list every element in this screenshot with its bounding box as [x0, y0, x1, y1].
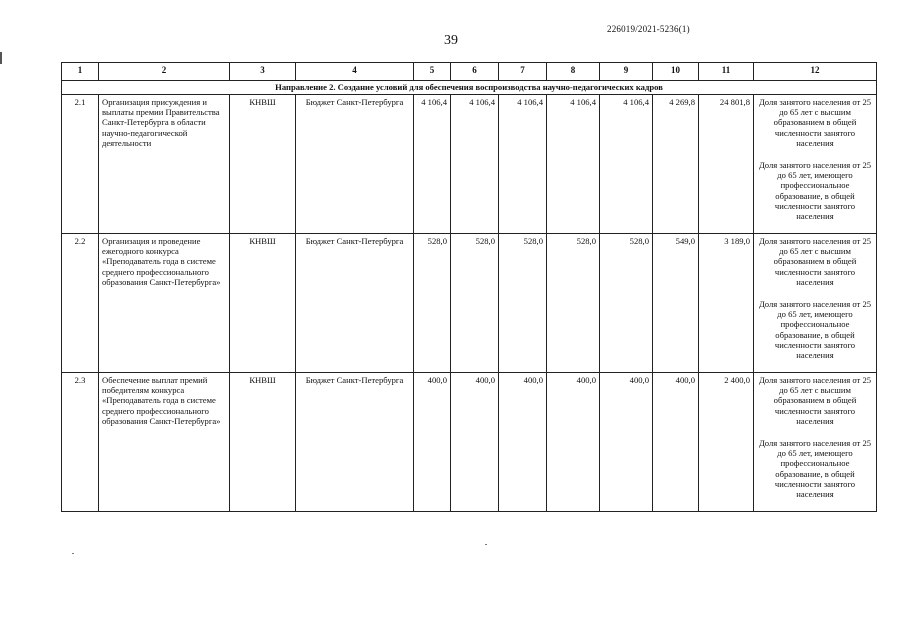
- funding-source: Бюджет Санкт-Петербурга: [296, 373, 414, 512]
- year-value: 4 106,4: [600, 95, 653, 234]
- year-value: 549,0: [653, 234, 699, 373]
- total-value: 2 400,0: [699, 373, 754, 512]
- table-row: [62, 234, 877, 373]
- page-number: 39: [444, 33, 458, 48]
- activity-name: Организация и проведение ежегодного конкурса «Преподаватель года в системе среднего профессионального образования Санкт-Петербурга»: [99, 234, 230, 373]
- total-value: 3 189,0: [699, 234, 754, 373]
- year-value: 528,0: [600, 234, 653, 373]
- year-value: 4 106,4: [451, 95, 499, 234]
- year-value: 400,0: [499, 373, 547, 512]
- indicators-cell: [754, 95, 877, 234]
- year-value: 400,0: [451, 373, 499, 512]
- year-value: 528,0: [451, 234, 499, 373]
- column-header: 3: [230, 63, 296, 81]
- year-value: 4 106,4: [547, 95, 600, 234]
- column-header: 7: [499, 63, 547, 81]
- column-header: 8: [547, 63, 600, 81]
- funding-source: Бюджет Санкт-Петербурга: [296, 95, 414, 234]
- year-value: 528,0: [499, 234, 547, 373]
- program-activities-table: [61, 62, 877, 512]
- document-registration-number: 226019/2021-5236(1): [607, 24, 690, 34]
- column-header: 6: [451, 63, 499, 81]
- year-value: 4 106,4: [499, 95, 547, 234]
- indicator-text: Доля занятого населения от 25 до 65 лет, имеющего профессиональное образование, в общей численности занятого населения: [758, 438, 872, 500]
- table-row: [62, 373, 877, 512]
- row-number: 2.1: [62, 95, 99, 234]
- column-number-header-row: [62, 63, 877, 81]
- column-header: 1: [62, 63, 99, 81]
- activity-name: Обеспечение выплат премий победителям конкурса «Преподаватель года в системе среднего профессионального образования Санкт-Петербурга»: [99, 373, 230, 512]
- year-value: 400,0: [653, 373, 699, 512]
- indicators-cell: [754, 234, 877, 373]
- column-header: 9: [600, 63, 653, 81]
- indicator-text: Доля занятого населения от 25 до 65 лет, имеющего профессиональное образование, в общей численности занятого населения: [758, 160, 872, 222]
- indicator-text: Доля занятого населения от 25 до 65 лет с высшим образованием в общей численности занятого населения: [758, 375, 872, 426]
- column-header: 12: [754, 63, 877, 81]
- column-header: 5: [414, 63, 451, 81]
- total-value: 24 801,8: [699, 95, 754, 234]
- indicator-text: Доля занятого населения от 25 до 65 лет с высшим образованием в общей численности занятого населения: [758, 236, 872, 287]
- column-header: 2: [99, 63, 230, 81]
- scan-edge-mark: [0, 52, 2, 64]
- activity-name: Организация присуждения и выплаты премии Правительства Санкт-Петербурга в области научно-педагогической деятельности: [99, 95, 230, 234]
- indicators-cell: [754, 373, 877, 512]
- indicator-text: Доля занятого населения от 25 до 65 лет, имеющего профессиональное образование, в общей численности занятого населения: [758, 299, 872, 361]
- scan-speck: [485, 544, 487, 545]
- table-row: [62, 95, 877, 234]
- executor: КНВШ: [230, 373, 296, 512]
- year-value: 528,0: [547, 234, 600, 373]
- indicator-text: Доля занятого населения от 25 до 65 лет с высшим образованием в общей численности занятого населения: [758, 97, 872, 148]
- row-number: 2.2: [62, 234, 99, 373]
- year-value: 400,0: [547, 373, 600, 512]
- section-heading-row: [62, 81, 877, 95]
- scan-speck: [72, 553, 74, 554]
- year-value: 4 269,8: [653, 95, 699, 234]
- executor: КНВШ: [230, 234, 296, 373]
- year-value: 400,0: [414, 373, 451, 512]
- executor: КНВШ: [230, 95, 296, 234]
- funding-source: Бюджет Санкт-Петербурга: [296, 234, 414, 373]
- column-header: 11: [699, 63, 754, 81]
- year-value: 400,0: [600, 373, 653, 512]
- year-value: 4 106,4: [414, 95, 451, 234]
- row-number: 2.3: [62, 373, 99, 512]
- year-value: 528,0: [414, 234, 451, 373]
- column-header: 4: [296, 63, 414, 81]
- column-header: 10: [653, 63, 699, 81]
- section-title: Направление 2. Создание условий для обеспечения воспроизводства научно-педагогических кадров: [62, 81, 877, 95]
